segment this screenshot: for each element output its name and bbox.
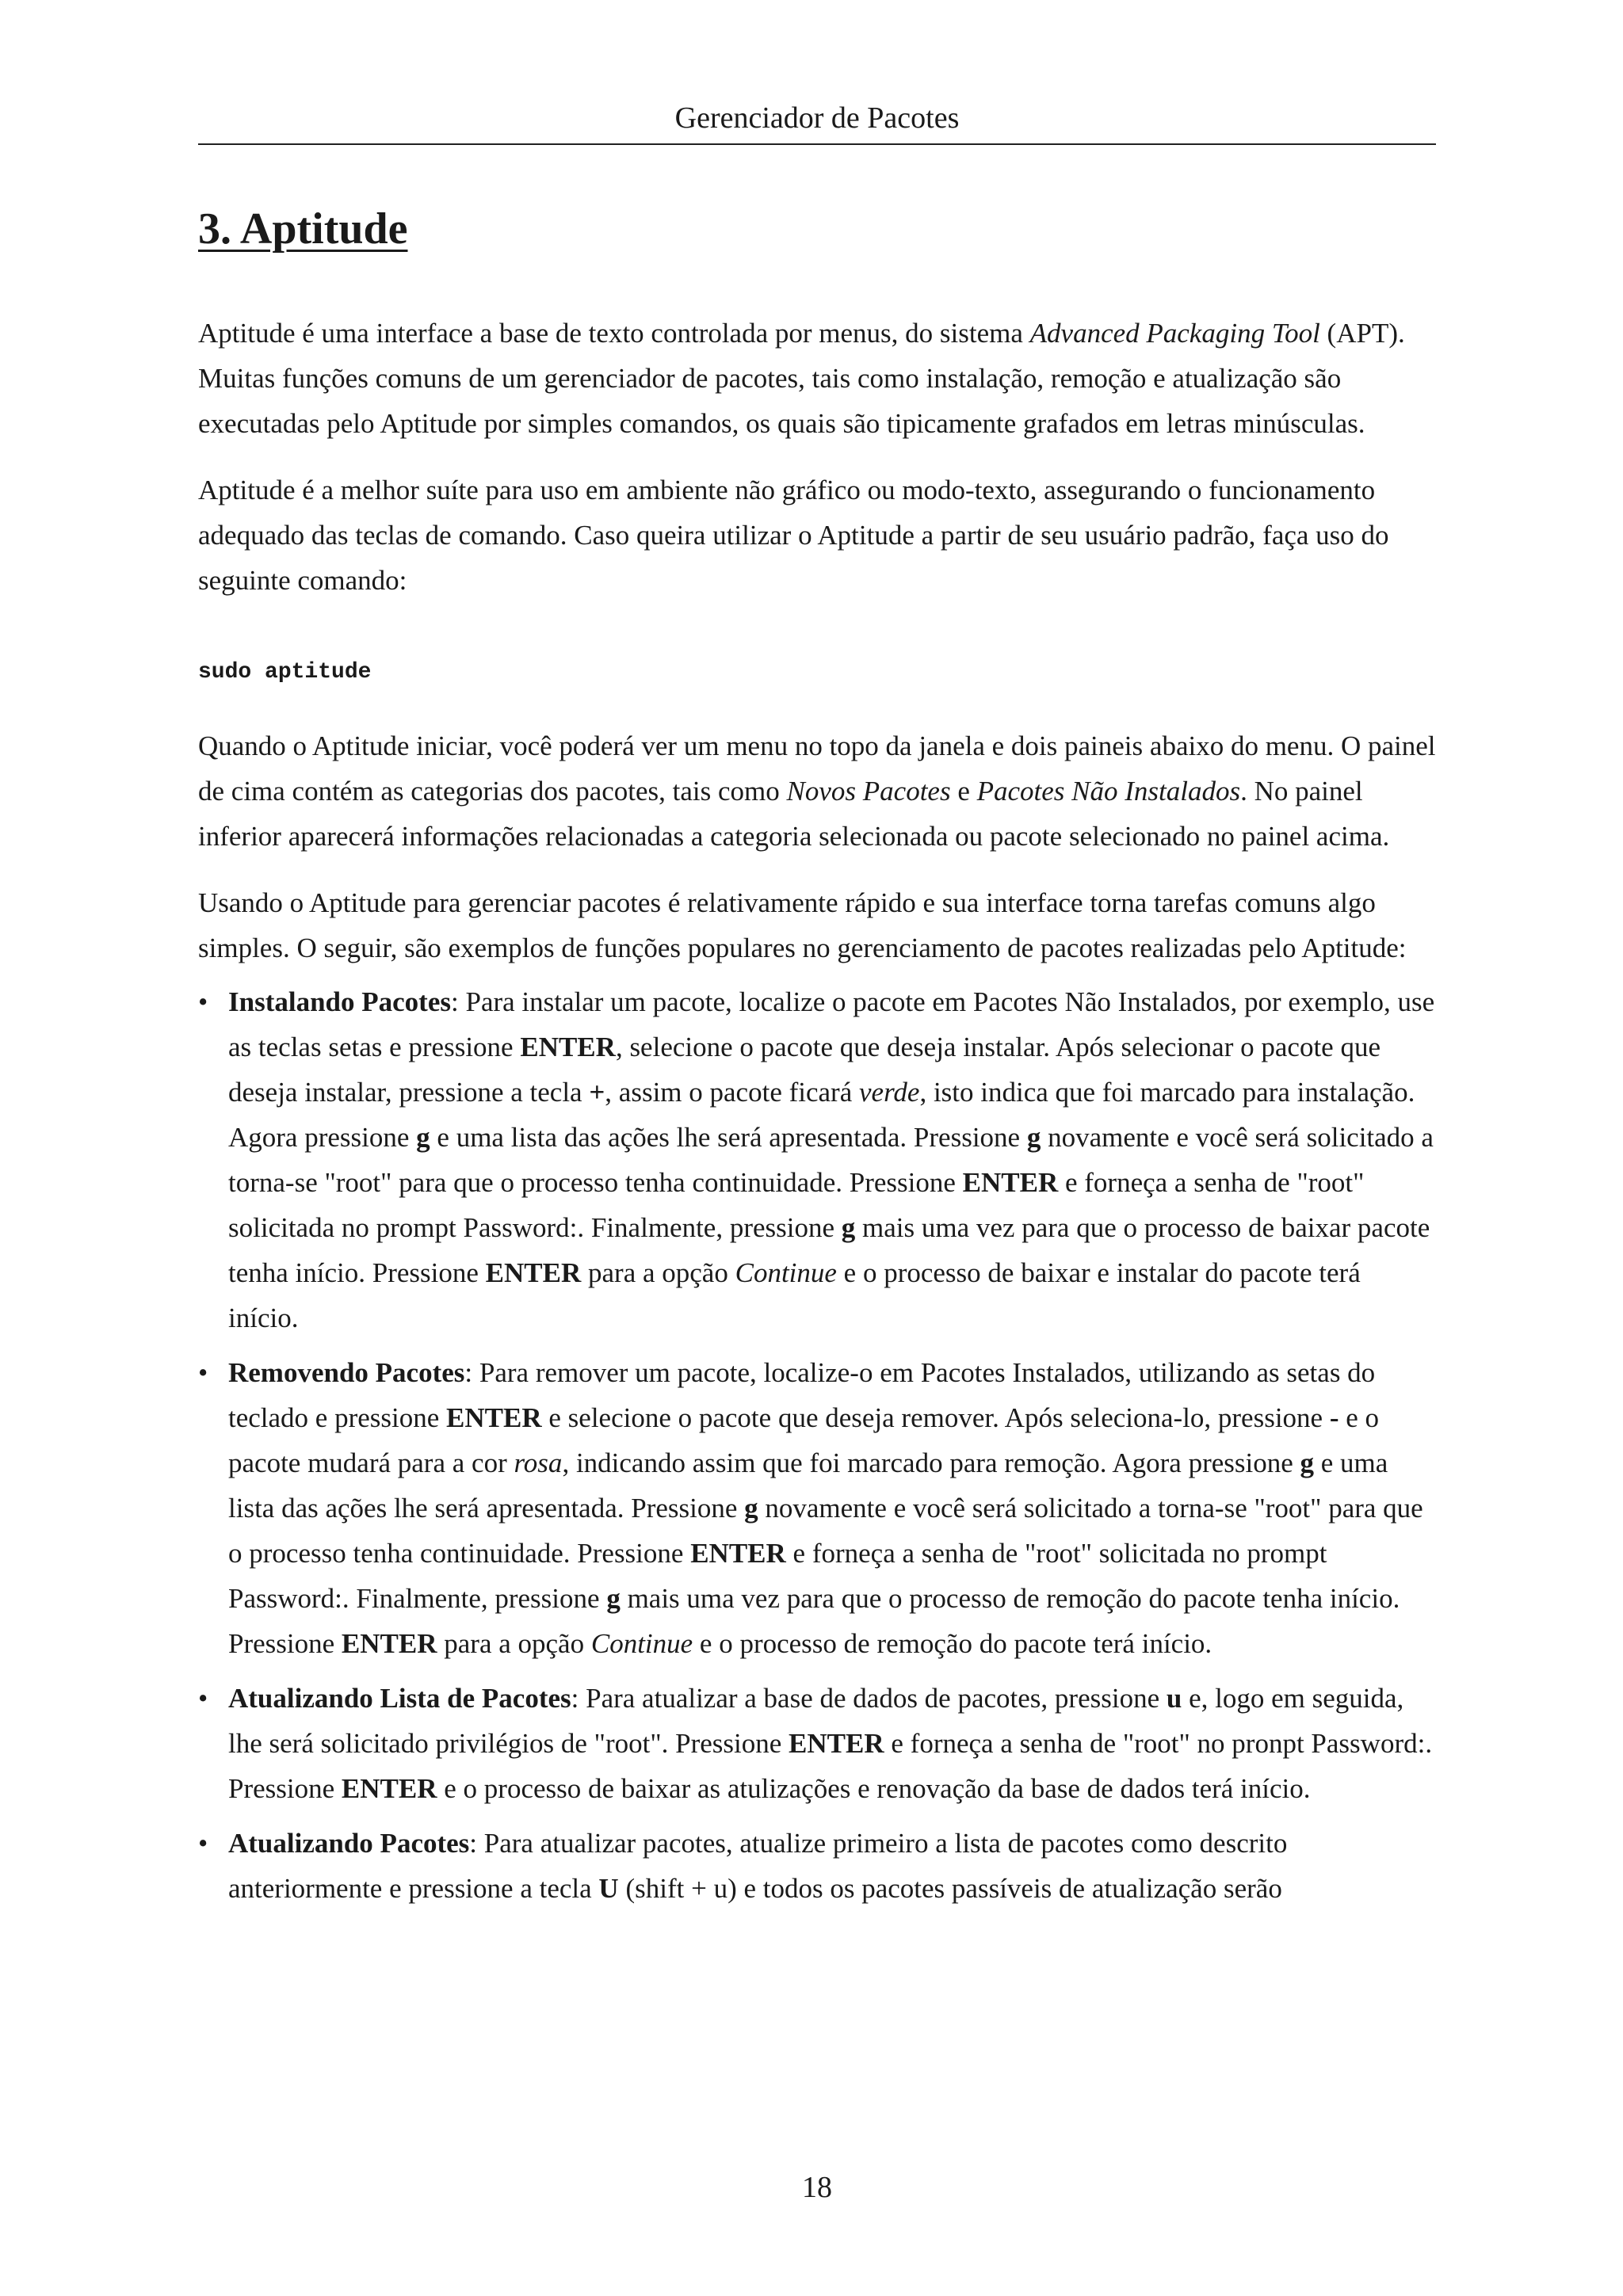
page-content [198, 198, 1436, 1920]
code-command: sudo aptitude [198, 660, 372, 685]
bullet-icon: • [198, 986, 208, 1017]
italic-term: Advanced Packaging Tool [1029, 318, 1320, 349]
header-rule [198, 143, 1436, 145]
bullet-icon: • [198, 1357, 208, 1388]
paragraph-interface: Quando o Aptitude iniciar, você poderá ver um menu no topo da janela e dois paineis abaixo do menu. O painel de cima contém as categorias dos pacotes, tais como Novos Pacotes e Pacotes Não Instalados. No painel inferior aparecerá informações relacionadas a categoria selecionada ou pacote selecionado no painel acima. [198, 730, 1436, 852]
italic-term: Novos Pacotes [786, 776, 951, 807]
list-item-upgrade: • Atualizando Pacotes: Para atualizar pacotes, atualize primeiro a lista de pacotes como descrito anteriormente e pressione a tecla U (shift + u) e todos os pacotes passíveis de atualização serão [198, 1821, 1436, 1911]
bullet-list [198, 979, 1436, 1911]
list-item-title: Atualizando Pacotes [228, 1828, 470, 1859]
list-item-title: Instalando Pacotes [228, 986, 451, 1017]
section-title: 3. Aptitude [198, 204, 408, 254]
bullet-icon: • [198, 1683, 208, 1714]
italic-term: Pacotes Não Instalados [976, 776, 1241, 807]
page-number: 18 [802, 2171, 832, 2204]
bullet-icon: • [198, 1828, 208, 1859]
list-item-title: Atualizando Lista de Pacotes [228, 1683, 571, 1714]
list-item-title: Removendo Pacotes [228, 1357, 465, 1388]
running-header: Gerenciador de Pacotes [674, 101, 960, 135]
list-item-update-list: • Atualizando Lista de Pacotes: Para atualizar a base de dados de pacotes, pressione u e, logo em seguida, lhe será solicitado privilégios de "root". Pressione ENTER e forneça a senha de "root" no pronpt Password:. Pressione ENTER e o processo de baixar as atulizações e renovação da base de dados terá início. [198, 1676, 1436, 1811]
paragraph-examples-intro: Usando o Aptitude para gerenciar pacotes é relativamente rápido e sua interface torna tarefas comuns algo simples. O seguir, são exemplos de funções populares no gerenciamento de pacotes realizadas pelo Aptitude: [198, 887, 1407, 963]
list-item-install: • Instalando Pacotes: Para instalar um pacote, localize o pacote em Pacotes Não Instalados, por exemplo, use as teclas setas e pressione ENTER, selecione o pacote que deseja instalar. Após selecionar o pacote que deseja instalar, pressione a tecla +, assim o pacote ficará verde, isto indica que foi marcado para instalação. Agora pressione g e uma lista das ações lhe será apresentada. Pressione g novamente e você será solicitado a torna-se "root" para que o processo tenha continuidade. Pressione ENTER e forneça a senha de "root" solicitada no prompt Password:. Finalmente, pressione g mais uma vez para que o processo de baixar pacote tenha início. Pressione ENTER para a opção Continue e o processo de baixar e instalar do pacote terá início. [198, 979, 1436, 1341]
list-item-remove: • Removendo Pacotes: Para remover um pacote, localize-o em Pacotes Instalados, utilizando as setas do teclado e pressione ENTER e selecione o pacote que deseja remover. Após seleciona-lo, pressione - e o pacote mudará para a cor rosa, indicando assim que foi marcado para remoção. Agora pressione g e uma lista das ações lhe será apresentada. Pressione g novamente e você será solicitado a torna-se "root" para que o processo tenha continuidade. Pressione ENTER e forneça a senha de "root" solicitada no prompt Password:. Finalmente, pressione g mais uma vez para que o processo de remoção do pacote tenha início. Pressione ENTER para a opção Continue e o processo de remoção do pacote terá início. [198, 1350, 1436, 1666]
paragraph-intro: Aptitude é uma interface a base de texto controlada por menus, do sistema Advanced Packaging Tool (APT). Muitas funções comuns de um gerenciador de pacotes, tais como instalação, remoção e atualização são executadas pelo Aptitude por simples comandos, os quais são tipicamente grafados em letras minúsculas. [198, 318, 1405, 439]
paragraph-usage: Aptitude é a melhor suíte para uso em ambiente não gráfico ou modo-texto, assegurando o funcionamento adequado das teclas de comando. Caso queira utilizar o Aptitude a partir de seu usuário padrão, faça uso do seguinte comando: [198, 475, 1389, 596]
